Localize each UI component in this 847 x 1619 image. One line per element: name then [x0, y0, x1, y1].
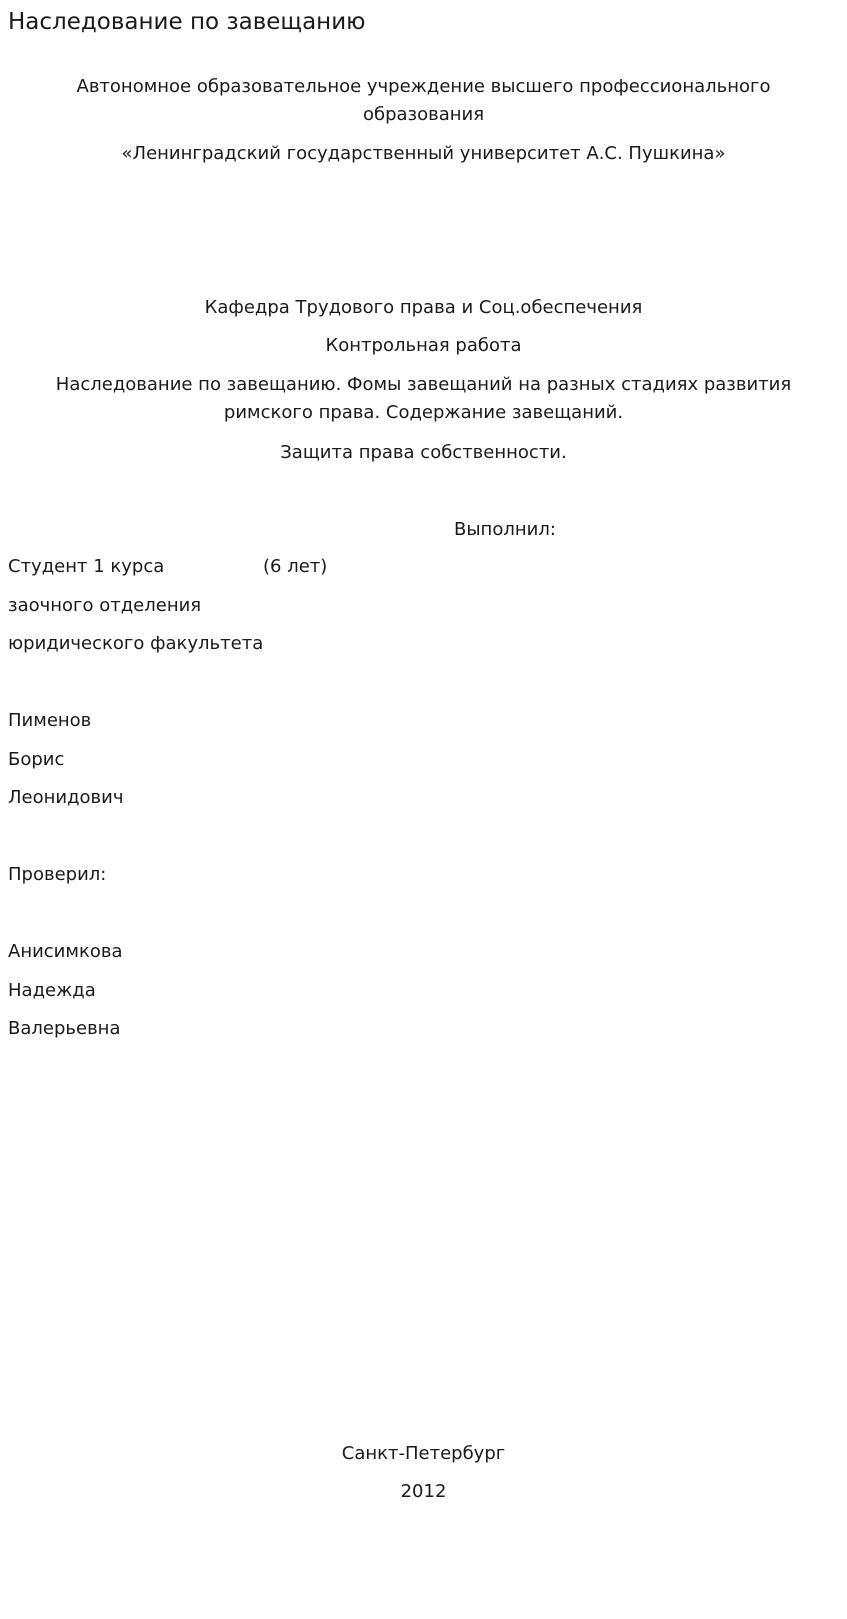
reviewer-first-name: Надежда [8, 980, 96, 1001]
student-course: Студент 1 курса [8, 556, 165, 577]
institution-name: Автономное образовательное учреждение высшего профессионального образования [76, 76, 771, 125]
reviewer-surname: Анисимкова [8, 941, 123, 962]
year: 2012 [400, 1481, 447, 1502]
work-topic-continued: Защита права собственности. [280, 442, 567, 463]
checked-by-label: Проверил: [8, 864, 107, 885]
student-course-years: (6 лет) [263, 556, 328, 577]
department-name: Кафедра Трудового права и Соц.обеспечения [204, 297, 643, 318]
student-first-name: Борис [8, 749, 65, 770]
work-topic: Наследование по завещанию. Фомы завещаний на разных стадиях развития римского права. Содержание завещаний. [55, 374, 792, 423]
page-title: Наследование по завещанию [8, 9, 366, 35]
university-name: «Ленинградский государственный университет А.С. Пушкина» [121, 143, 726, 164]
student-surname: Пименов [8, 710, 92, 731]
reviewer-patronymic: Валерьевна [8, 1018, 121, 1039]
work-type: Контрольная работа [325, 335, 522, 356]
student-patronymic: Леонидович [8, 787, 124, 808]
student-study-form: заочного отделения [8, 595, 202, 616]
student-faculty: юридического факультета [8, 633, 264, 654]
city: Санкт-Петербург [341, 1443, 506, 1464]
completed-by-label: Выполнил: [454, 519, 556, 540]
